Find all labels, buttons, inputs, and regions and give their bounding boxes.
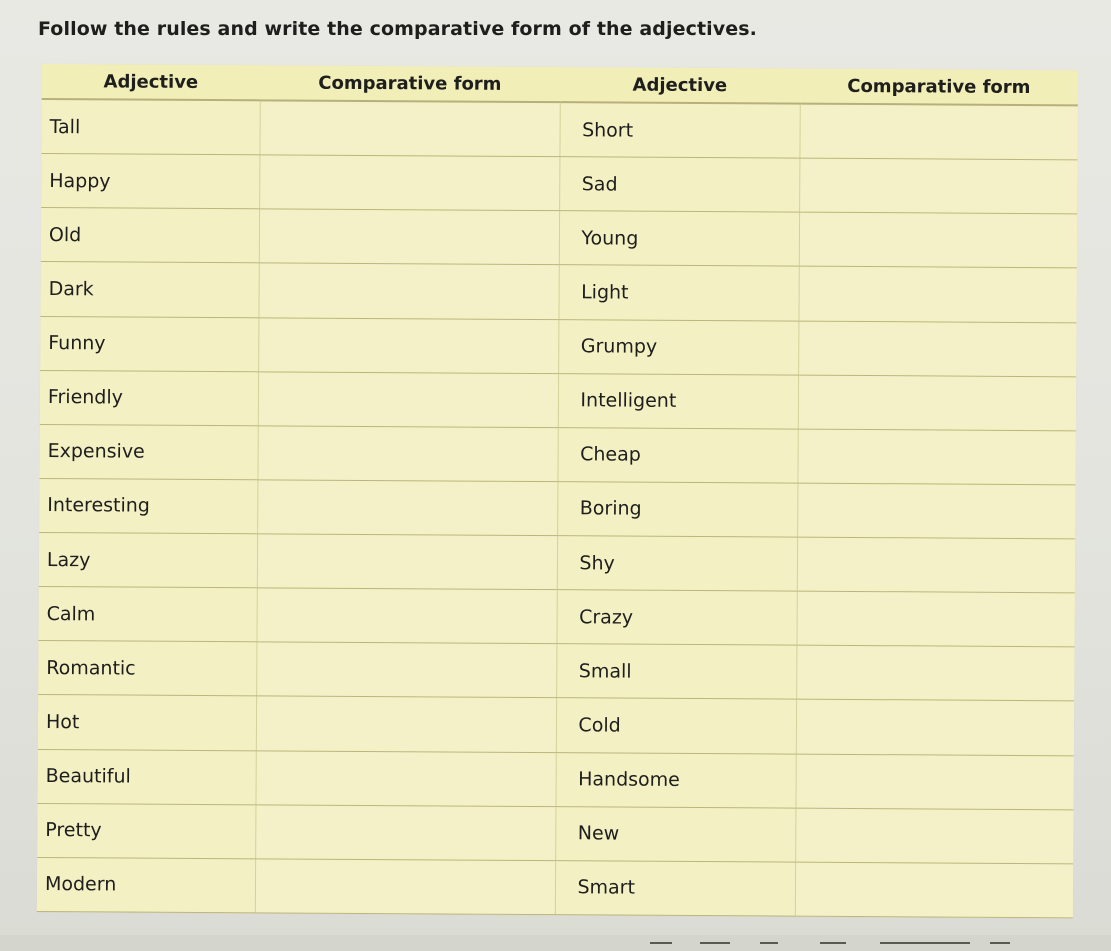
table-row — [40, 316, 1076, 376]
comparative-answer-cell[interactable] — [795, 808, 1073, 864]
comparative-table — [37, 64, 1078, 918]
comparative-answer-cell[interactable] — [795, 754, 1073, 810]
comparative-answer-cell[interactable] — [256, 588, 556, 644]
adjective-cell: Pretty — [37, 803, 255, 858]
adjective-cell: Crazy — [556, 590, 796, 646]
table-row — [37, 857, 1073, 918]
comparative-answer-cell[interactable] — [798, 267, 1076, 323]
adjective-cell: Funny — [40, 316, 258, 371]
comparative-answer-cell[interactable] — [797, 429, 1075, 485]
table-row — [41, 99, 1077, 160]
comparative-answer-cell[interactable] — [799, 104, 1077, 160]
adjective-cell: Dark — [40, 262, 258, 317]
comparative-answer-cell[interactable] — [259, 155, 559, 211]
adjective-cell: Expensive — [39, 424, 257, 479]
adjective-cell: Interesting — [39, 478, 257, 533]
comparative-answer-cell[interactable] — [797, 537, 1075, 593]
comparative-answer-cell[interactable] — [798, 321, 1076, 377]
table-row — [39, 533, 1075, 593]
comparative-answer-cell[interactable] — [796, 700, 1074, 756]
comparative-answer-cell[interactable] — [255, 804, 555, 860]
table-row — [37, 803, 1073, 863]
table-row — [38, 695, 1074, 755]
comparative-answer-cell[interactable] — [798, 375, 1076, 431]
adjective-cell: Small — [556, 644, 796, 700]
adjective-cell: Shy — [557, 536, 797, 592]
adjective-cell: Boring — [557, 482, 797, 538]
adjective-cell: Intelligent — [558, 373, 798, 429]
comparative-answer-cell[interactable] — [255, 859, 555, 915]
adjective-cell: Grumpy — [558, 319, 798, 375]
bottom-edge — [0, 935, 1111, 951]
comparative-answer-cell[interactable] — [256, 642, 556, 698]
comparative-answer-cell[interactable] — [258, 263, 558, 319]
comparative-answer-cell[interactable] — [799, 212, 1077, 268]
adjective-cell: Cold — [556, 698, 796, 754]
comparative-answer-cell[interactable] — [796, 591, 1074, 647]
instruction-text: Follow the rules and write the comparative form of the adjectives. — [38, 18, 757, 40]
adjective-cell: Young — [559, 211, 799, 267]
table-row — [41, 154, 1077, 214]
adjective-cell: Friendly — [40, 370, 258, 425]
comparative-answer-cell[interactable] — [255, 750, 555, 806]
header-adjective-right: Adjective — [560, 67, 800, 103]
comparative-answer-cell[interactable] — [796, 645, 1074, 701]
comparative-answer-cell[interactable] — [259, 209, 559, 265]
table-row — [38, 641, 1074, 701]
comparative-answer-cell[interactable] — [257, 480, 557, 536]
adjective-cell: Handsome — [555, 752, 795, 808]
comparative-answer-cell[interactable] — [258, 371, 558, 427]
table-row — [38, 587, 1074, 647]
adjective-cell: Cheap — [557, 427, 797, 483]
adjective-cell: Short — [559, 102, 799, 158]
table-body — [37, 99, 1078, 918]
header-comparative-left: Comparative form — [260, 65, 560, 102]
adjective-cell: Beautiful — [37, 749, 255, 804]
adjective-cell: Happy — [41, 154, 259, 209]
adjective-cell: Modern — [37, 857, 255, 913]
adjective-cell: Hot — [38, 695, 256, 750]
header-adjective-left: Adjective — [42, 64, 260, 100]
table-row — [37, 749, 1073, 809]
adjective-cell: Lazy — [39, 533, 257, 588]
adjective-cell: Romantic — [38, 641, 256, 696]
adjective-cell: Calm — [38, 587, 256, 642]
table-row — [39, 478, 1075, 538]
comparative-answer-cell[interactable] — [256, 696, 556, 752]
adjective-cell: Light — [558, 265, 798, 321]
comparative-answer-cell[interactable] — [258, 317, 558, 373]
adjective-cell: Old — [41, 208, 259, 263]
header-comparative-right: Comparative form — [800, 69, 1078, 106]
comparative-answer-cell[interactable] — [795, 862, 1073, 918]
table-row — [40, 370, 1076, 430]
table-row — [40, 262, 1076, 322]
comparative-answer-cell[interactable] — [257, 534, 557, 590]
adjective-cell: New — [555, 806, 795, 862]
adjective-cell: Smart — [555, 860, 795, 916]
table-row — [39, 424, 1075, 484]
adjective-cell: Tall — [41, 99, 259, 155]
comparative-answer-cell[interactable] — [259, 100, 559, 156]
comparative-answer-cell[interactable] — [257, 426, 557, 482]
adjective-cell: Sad — [559, 157, 799, 213]
table-row — [41, 208, 1077, 268]
comparative-answer-cell[interactable] — [797, 483, 1075, 539]
comparative-answer-cell[interactable] — [799, 158, 1077, 214]
